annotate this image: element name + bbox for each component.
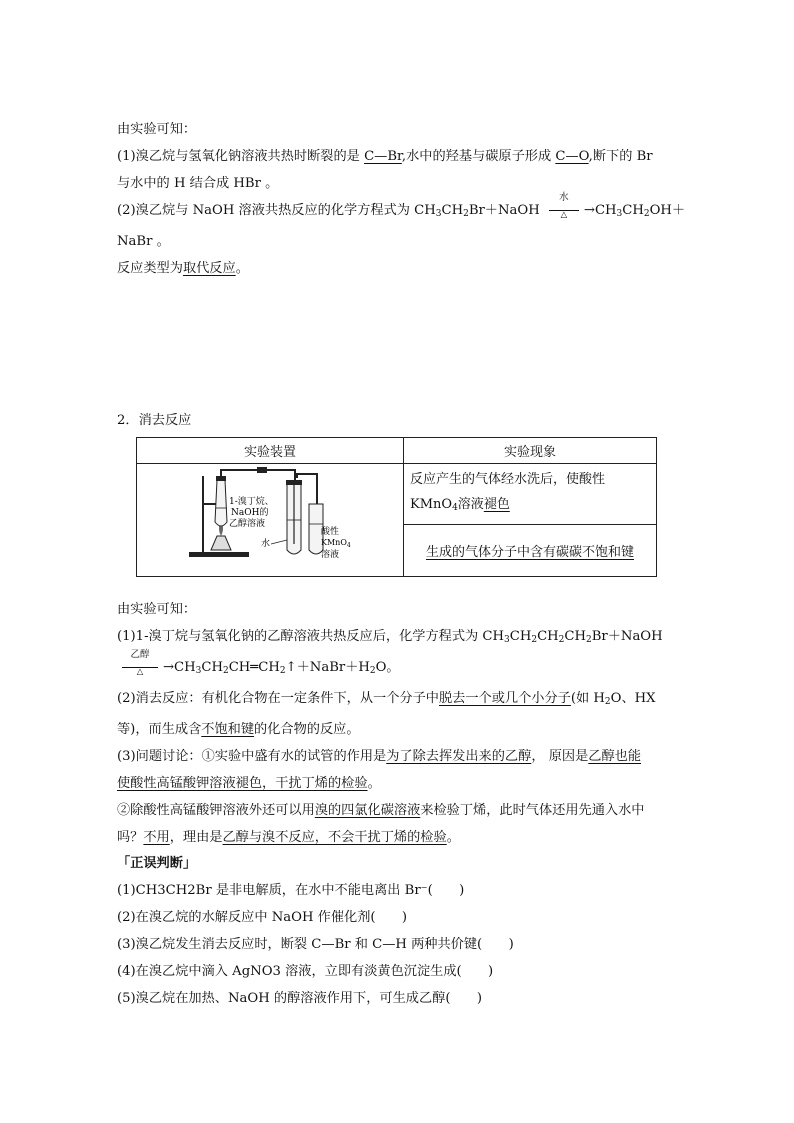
para-2-line2: NaBr 。: [117, 234, 170, 249]
observation-1: 反应产生的气体经水洗后，使酸性 KMnO$_4$溶液褪色: [404, 464, 657, 525]
judge-title: 「正误判断」: [117, 856, 197, 871]
answer-unsaturated-bond: 生成的气体分子中含有碳碳不饱和键: [425, 545, 634, 561]
answer-substitution: 取代反应: [182, 261, 236, 276]
q3-line2: 使酸性高锰酸钾溶液褪色，干扰丁烯的检验。: [117, 776, 381, 791]
judge-item-4: (4)在溴乙烷中滴入 AgNO3 溶液，立即有淡黄色沉淀生成( ): [117, 964, 494, 979]
answer-remove-ethanol: 为了除去挥发出来的乙醇: [386, 749, 532, 764]
table-header-observation: 实验现象: [404, 438, 657, 464]
apparatus-reagent-3: 溶液: [321, 550, 340, 560]
answer-reason-c: 乙醇与溴不反应，不会干扰丁烯的检验: [222, 830, 447, 845]
answer-decolorize: 褪色: [483, 497, 510, 513]
para-1: (1)溴乙烷与氢氧化钠溶液共热时断裂的是 C—Br,水中的羟基与碳原子形成 C—O,断下的 Br: [117, 149, 653, 164]
q1-line2: 乙醇 △ $\to CH_3CH_2CH═CH_2↑+NaBr+H_2O$。: [117, 654, 679, 685]
q2-line1: (2)消去反应：有机化合物在一定条件下，从一个分子中脱去一个或几个小分子(如 $H_2O$、HX: [117, 691, 656, 707]
observation-2: [404, 525, 657, 577]
apparatus-reagent-1: 酸性: [321, 527, 340, 537]
answer-remove-small-molecule: 脱去一个或几个小分子: [439, 691, 571, 706]
apparatus-water: 水: [261, 539, 271, 549]
para-1-line2: 与水中的 H 结合成 HBr 。: [117, 176, 279, 191]
answer-reason-a: 乙醇也能: [588, 749, 642, 764]
apparatus-label-2: NaOH的: [231, 508, 269, 518]
table-header-apparatus: 实验装置: [137, 438, 404, 464]
section2-heading: 2．消去反应: [117, 413, 192, 428]
answer-c-br: C—Br: [364, 149, 402, 164]
q2-line2: 等)，而生成含不饱和键的化合物的反应。: [117, 722, 360, 737]
judge-item-3: (3)溴乙烷发生消去反应时，断裂 C—Br 和 C—H 两种共价键( ): [117, 937, 514, 952]
judge-item-2: (2)在溴乙烷的水解反应中 NaOH 作催化剂( ): [117, 910, 408, 925]
svg-text:KMnO4: KMnO$_4$: [321, 538, 351, 549]
apparatus-cell: [137, 464, 404, 577]
apparatus-label-3: 乙醇溶液: [229, 519, 266, 529]
answer-unsaturated: 不饱和键: [201, 722, 255, 737]
intro-text: 由实验可知：: [117, 122, 197, 137]
answer-not-needed: 不用: [143, 830, 170, 845]
section2-body: [117, 596, 679, 851]
answer-bromine-ccl4: 溴的四氯化碳溶液: [314, 803, 421, 818]
q3-line1: (3)问题讨论：①实验中盛有水的试管的作用是为了除去挥发出来的乙醇， 原因是乙醇也能: [117, 749, 642, 764]
para-3: 反应类型为取代反应。: [117, 261, 249, 276]
reaction-arrow-2: 乙醇 △: [120, 661, 160, 675]
answer-reason-b: 使酸性高锰酸钾溶液褪色，干扰丁烯的检验: [117, 776, 368, 791]
para-2: (2)溴乙烷与 NaOH 溶液共热反应的化学方程式为 $CH_3CH_2Br+NaOH$ 水 △ $\to CH_3CH_2OH+$: [117, 191, 686, 220]
judge-section: [117, 850, 679, 1012]
experiment-table: [136, 437, 657, 577]
q1-line1: (1)1-溴丁烷与氢氧化钠的乙醇溶液共热反应后，化学方程式为 $CH_3CH_2CH_2CH_2Br+NaOH$: [117, 629, 663, 645]
section1: [117, 116, 686, 282]
apparatus-label-1: 1-溴丁烷、: [229, 497, 274, 507]
reaction-arrow: 水 △: [547, 204, 581, 218]
q4-line2: 吗？不用，理由是乙醇与溴不反应，不会干扰丁烯的检验。: [117, 830, 460, 845]
apparatus-diagram: [137, 464, 401, 572]
answer-c-o: C—O: [555, 149, 589, 164]
intro-text-2: 由实验可知：: [117, 602, 197, 617]
q4-line1: ②除酸性高锰酸钾溶液外还可以用溴的四氯化碳溶液来检验丁烯，此时气体还用先通入水中: [117, 803, 645, 818]
judge-item-5: (5)溴乙烷在加热、NaOH 的醇溶液作用下，可生成乙醇( ): [117, 991, 482, 1006]
judge-item-1: (1)CH3CH2Br 是非电解质，在水中不能电离出 Br⁻( ): [117, 883, 465, 898]
